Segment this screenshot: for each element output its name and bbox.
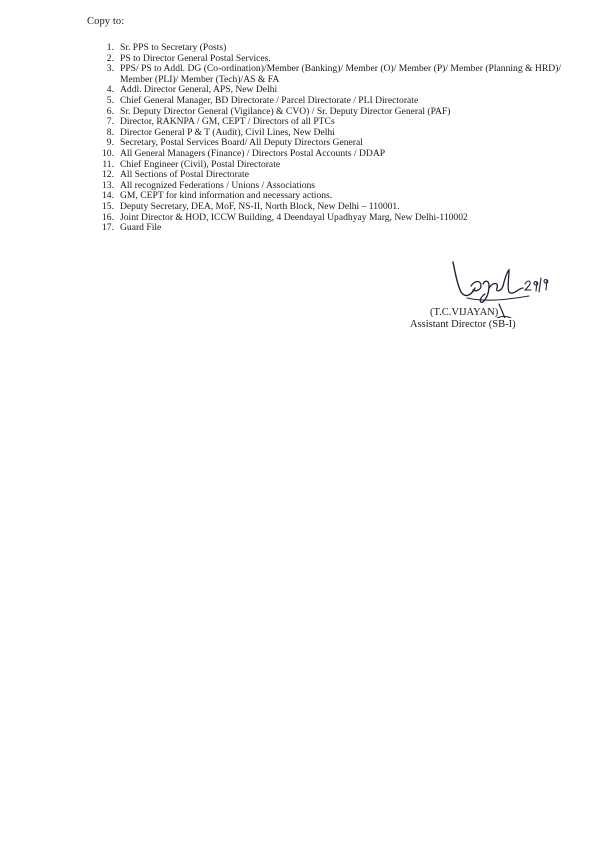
list-item-text: Joint Director & HOD, ICCW Building, 4 Deendayal Upadhyay Marg, New Delhi-110002 (120, 211, 468, 223)
signatory-designation: Assistant Director (SB-I) (410, 319, 516, 330)
list-item-number: 2. (106, 52, 114, 64)
list-item-text: Sr. PPS to Secretary (Posts) (120, 42, 227, 53)
list-item-text: Addl. Director General, APS, New Delhi (120, 84, 278, 96)
list-item-text: PS to Director General Postal Services. (120, 52, 271, 64)
list-item-text: Chief Engineer (Civil), Postal Directorate (120, 158, 281, 170)
list-item-number: 13. (102, 179, 114, 191)
signature-block (395, 258, 555, 338)
list-item-number: 16. (102, 211, 114, 223)
list-item-text: Secretary, Postal Services Board/ All Deputy Directors General (120, 137, 363, 149)
list-item (100, 202, 570, 213)
list-item-text: Sr. Deputy Director General (Vigilance) & CVO) / Sr. Deputy Director General (PAF) (120, 105, 451, 117)
copy-to-heading: Copy to: (87, 16, 125, 27)
list-item-text: GM, CEPT for kind information and necessary actions. (120, 190, 333, 202)
list-item-number: 9. (106, 137, 114, 149)
list-item-text: Director, RAKNPA / GM, CEPT / Directors of all PTCs (120, 116, 335, 128)
list-item-number: 17. (102, 222, 114, 234)
list-item-text: All recognized Federations / Unions / Associations (120, 179, 316, 191)
list-item-text: Guard File (120, 222, 162, 234)
list-item-number: 14. (102, 190, 114, 202)
list-item-number: 12. (102, 169, 114, 181)
list-item-text: PPS/ PS to Addl. DG (Co-ordination)/Member (Banking)/ Member (O)/ Member (P)/ Member (Planning & HRD)/ Member (PLI)/ Member (Tech)/AS & FA (120, 63, 562, 85)
list-item-text: Deputy Secretary, DEA, MoF, NS-II, North Block, New Delhi – 110001. (120, 200, 400, 212)
recipient-list (100, 43, 570, 234)
list-item-number: 4. (106, 84, 114, 96)
list-item-number: 10. (102, 147, 114, 159)
list-item (100, 43, 570, 54)
list-item (100, 149, 570, 160)
list-item-number: 6. (106, 105, 114, 117)
list-item-number: 11. (102, 158, 114, 170)
list-item-number: 8. (106, 126, 114, 138)
list-item-number: 3. (106, 63, 114, 75)
list-item-number: 15. (102, 200, 114, 212)
list-item-number: 1. (106, 42, 114, 53)
list-item (100, 96, 570, 107)
list-item-text: Director General P & T (Audit), Civil Lines, New Delhi (120, 126, 335, 138)
list-item-number: 7. (106, 116, 114, 128)
list-item-number: 5. (106, 94, 114, 106)
list-item (100, 223, 570, 234)
list-item-text: All Sections of Postal Directorate (120, 169, 249, 181)
list-item-text: Chief General Manager, BD Directorate / Parcel Directorate / PLI Directorate (120, 94, 419, 106)
list-item-text: All General Managers (Finance) / Directors Postal Accounts / DDAP (120, 147, 386, 159)
signatory-name: (T.C.VIJAYAN) (430, 307, 499, 318)
list-item (100, 64, 570, 85)
list-item (100, 213, 570, 224)
